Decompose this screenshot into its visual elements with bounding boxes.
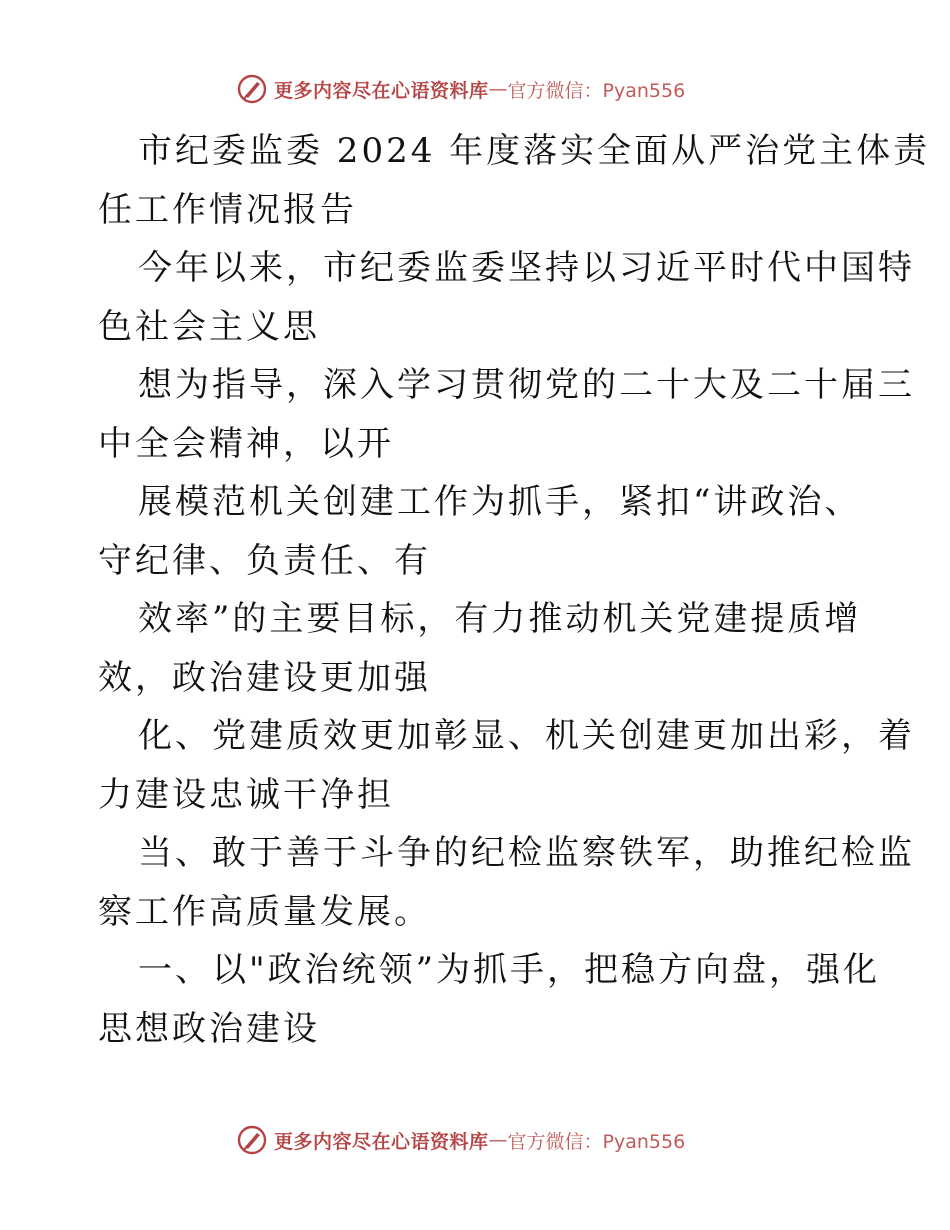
document-line: 展模范机关创建工作为抓手，紧扣“讲政治、 [138, 482, 862, 522]
document-line: 任工作情况报告 [98, 189, 357, 230]
watermark-separator: — [488, 78, 508, 100]
watermark-separator: — [488, 1129, 508, 1151]
document-line: 思想政治建设 [98, 1008, 320, 1049]
document-line: 市纪委监委 2024 年度落实全面从严治党主体责 [138, 131, 931, 171]
document-line: 力建设忠诚干净担 [98, 774, 394, 815]
footer-watermark [236, 1123, 685, 1157]
header-watermark [236, 72, 685, 106]
document-line: 当、敢于善于斗争的纪检监察铁军，助推纪检监 [138, 833, 915, 873]
document-line: 一、以"政治统领”为抓手，把稳方向盘，强化 [138, 950, 881, 990]
watermark-wechat: 官方微信：Pyan556 [507, 79, 686, 102]
watermark-brand: 更多内容尽在心语资料库 [274, 1130, 489, 1153]
document-line: 今年以来，市纪委监委坚持以习近平时代中国特 [138, 248, 915, 288]
watermark-wechat: 官方微信：Pyan556 [507, 1130, 686, 1153]
document-line: 化、党建质效更加彰显、机关创建更加出彩，着 [138, 716, 915, 756]
document-line: 效率”的主要目标，有力推动机关党建提质增 [138, 599, 862, 639]
document-line: 色社会主义思 [98, 306, 320, 347]
quill-logo-icon [236, 73, 268, 105]
document-line: 守纪律、负责任、有 [98, 540, 431, 581]
document-line: 察工作高质量发展。 [98, 891, 431, 932]
quill-logo-icon [236, 1124, 268, 1156]
watermark-brand: 更多内容尽在心语资料库 [274, 79, 489, 102]
document-line: 效，政治建设更加强 [98, 657, 431, 698]
document-body [98, 122, 931, 1058]
document-line: 中全会精神，以开 [98, 423, 394, 464]
document-line: 想为指导，深入学习贯彻党的二十大及二十届三 [138, 365, 915, 405]
